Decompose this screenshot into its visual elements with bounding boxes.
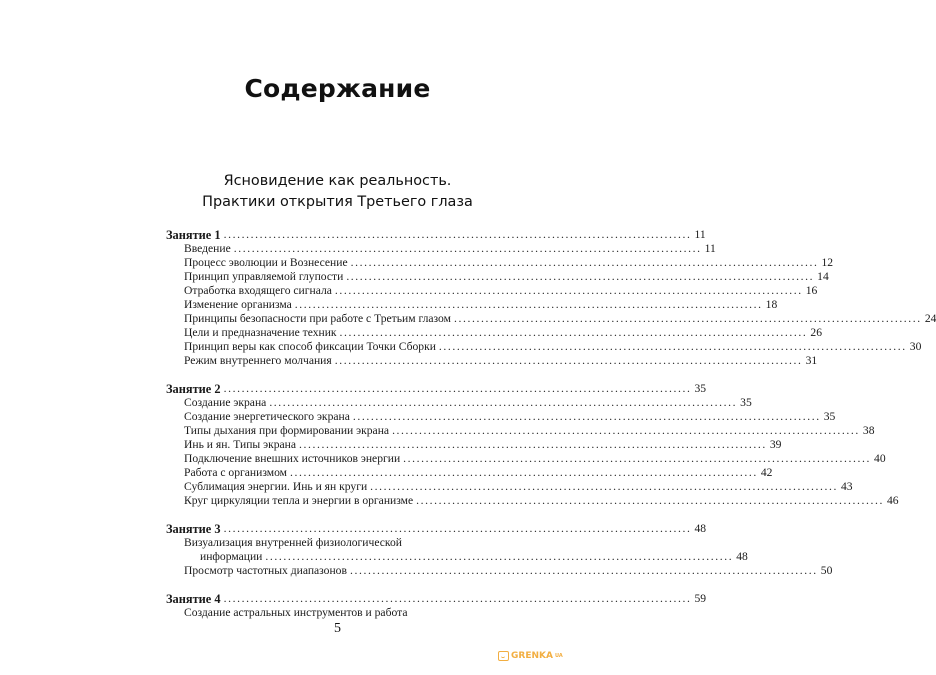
toc-lesson-4[interactable] [166, 592, 707, 606]
toc-item[interactable]: Инь и ян. Типы экрана ........................................................................................................ 39 [184, 438, 782, 451]
book-title-line-2: Практики открытия Третьего глаза [202, 194, 473, 210]
toc-item[interactable]: Режим внутреннего молчания ........................................................................................................ 31 [184, 354, 818, 367]
toc-page-number: 59 [694, 592, 707, 605]
toc-item[interactable]: Процесс эволюции и Вознесение ........................................................................................................ 12 [184, 256, 834, 269]
toc-item[interactable]: Принципы безопасности при работе с Третьим глазом ........................................................................................................ 24 [184, 312, 936, 325]
toc-item[interactable]: Принцип управляемой глупости ........................................................................................................ 14 [184, 270, 829, 283]
watermark-logo [498, 649, 563, 663]
toc-item[interactable]: Изменение организма ........................................................................................................ 18 [184, 298, 778, 311]
grenka-logo-icon [498, 651, 509, 661]
dot-leader: ........................................................................................................ [223, 382, 692, 395]
dot-leader: ........................................................................................................ [438, 340, 907, 353]
toc-item[interactable]: Цели и предназначение техник ........................................................................................................ 26 [184, 326, 822, 339]
toc-item[interactable]: Создание энергетического экрана ........................................................................................................ 35 [184, 410, 836, 423]
watermark-text: GRENKA [511, 651, 553, 661]
dot-leader: ........................................................................................................ [265, 550, 734, 563]
toc-lesson-label: Занятие 4 [166, 592, 221, 606]
toc-item[interactable]: Просмотр частотных диапазонов ........................................................................................................ 50 [184, 564, 833, 577]
book-title-line-1: Ясновидение как реальность. [223, 173, 452, 189]
toc-lesson-label: Занятие 1 [166, 228, 221, 242]
watermark-sup: UA [554, 653, 563, 659]
toc-item-line-1[interactable]: Визуализация внутренней физиологической [184, 536, 402, 549]
toc-page-number: 35 [694, 382, 707, 395]
dot-leader: ........................................................................................................ [334, 284, 803, 297]
toc-item[interactable]: Подключение внешних источников энергии ........................................................................................................ 40 [184, 452, 886, 465]
dot-leader: ........................................................................................................ [403, 452, 872, 465]
toc-item[interactable]: Принцип веры как способ фиксации Точки Сборки ........................................................................................................ 30 [184, 340, 922, 353]
toc-item[interactable]: Круг циркуляции тепла и энергии в организме ........................................................................................................ 46 [184, 494, 899, 507]
toc-lesson-label: Занятие 2 [166, 382, 221, 396]
toc-item-line-1[interactable]: Создание астральных инструментов и работа [184, 606, 408, 619]
dot-leader: ........................................................................................................ [233, 242, 702, 255]
dot-leader: ........................................................................................................ [349, 564, 818, 577]
dot-leader: ........................................................................................................ [392, 424, 860, 437]
dot-leader: ........................................................................................................ [223, 522, 692, 535]
toc-lesson-2[interactable] [166, 382, 707, 396]
dot-leader: ........................................................................................................ [370, 480, 838, 493]
page-number: 5 [334, 621, 341, 636]
toc-item[interactable]: информации ........................................................................................................ 48 [200, 550, 748, 563]
dot-leader: ........................................................................................................ [350, 256, 819, 269]
dot-leader: ........................................................................................................ [299, 438, 767, 451]
dot-leader: ........................................................................................................ [269, 396, 738, 409]
toc-item[interactable]: Типы дыхания при формировании экрана ........................................................................................................ 38 [184, 424, 875, 437]
toc-lesson-3[interactable] [166, 522, 707, 536]
toc-item[interactable]: Отработка входящего сигнала ........................................................................................................ 16 [184, 284, 818, 297]
dot-leader: ........................................................................................................ [294, 298, 763, 311]
dot-leader: ........................................................................................................ [290, 466, 758, 479]
dot-leader: ........................................................................................................ [339, 326, 808, 339]
dot-leader: ........................................................................................................ [223, 592, 692, 605]
page-title: Содержание [244, 74, 431, 103]
dot-leader: ........................................................................................................ [223, 228, 692, 241]
toc-item[interactable]: Работа с организмом ........................................................................................................ 42 [184, 466, 773, 479]
toc-page-number: 48 [694, 522, 707, 535]
toc-item[interactable]: Сублимация энергии. Инь и ян круги ........................................................................................................ 43 [184, 480, 853, 493]
toc-lesson-label: Занятие 3 [166, 522, 221, 536]
dot-leader: ........................................................................................................ [346, 270, 815, 283]
toc-page-number: 11 [694, 228, 706, 241]
toc-item[interactable]: Создание экрана ........................................................................................................ 35 [184, 396, 752, 409]
toc-lesson-1[interactable] [166, 228, 706, 242]
toc-item[interactable]: Введение ........................................................................................................ 11 [184, 242, 716, 255]
dot-leader: ........................................................................................................ [453, 312, 922, 325]
dot-leader: ........................................................................................................ [416, 494, 884, 507]
dot-leader: ........................................................................................................ [352, 410, 821, 423]
dot-leader: ........................................................................................................ [334, 354, 803, 367]
